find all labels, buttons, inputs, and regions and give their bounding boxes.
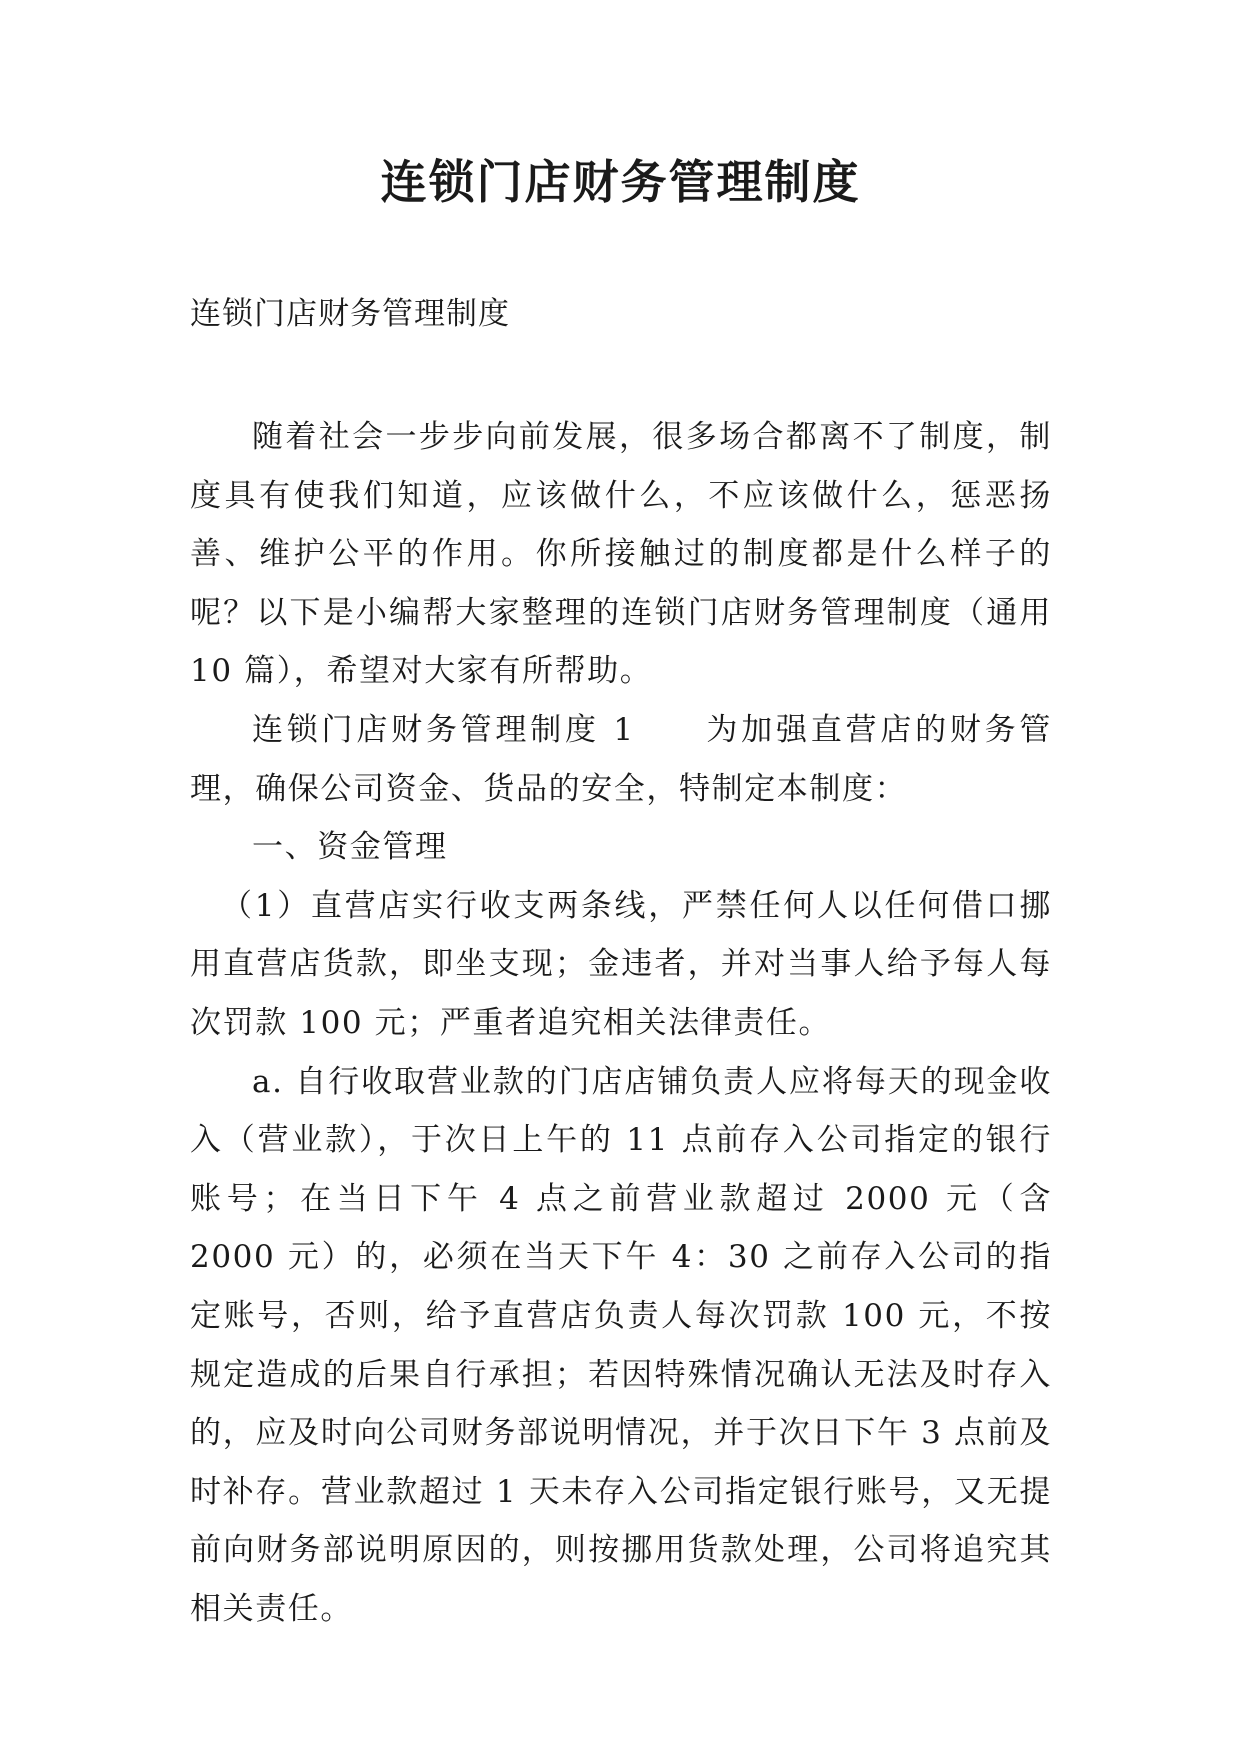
fund-management-heading: 一、资金管理 [252, 829, 448, 866]
section-1-heading-paragraph: 连锁门店财务管理制度 1 为加强直营店的财务管理，确保公司资金、货品的安全，特制定本制度： [190, 711, 1052, 807]
clause-a-paragraph: a. 自行收取营业款的门店店铺负责人应将每天的现金收入（营业款），于次日上午的 11 点前存入公司指定的银行账号；在当日下午 4 点之前营业款超过 2000 元（含 2000 元）的，必须在当天下午 4：30 之前存入公司的指定账号，否则，给予直营店负责人每次罚款 100 元，不按规定造成的后果自行承担；若因特殊情况确认无法及时存入的，应及时向公司财务部说明情况，并于次日下午 3 点前及时补存。营业款超过 1 天未存入公司指定银行账号，又无提前向财务部说明原因的，则按挪用货款处理，公司将追究其相关责任。 [190, 1063, 1052, 1627]
document-title: 连锁门店财务管理制度 [380, 155, 861, 209]
intro-paragraph: 随着社会一步步向前发展，很多场合都离不了制度，制度具有使我们知道，应该做什么，不应该做什么，惩恶扬善、维护公平的作用。你所接触过的制度都是什么样子的呢？以下是小编帮大家整理的连锁门店财务管理制度（通用 10 篇），希望对大家有所帮助。 [190, 419, 1052, 690]
document-body [190, 408, 1052, 1638]
document-subtitle: 连锁门店财务管理制度 [190, 296, 510, 332]
clause-1-paragraph: （1）直营店实行收支两条线，严禁任何人以任何借口挪用直营店货款，即坐支现；金违者，并对当事人给予每人每次罚款 100 元；严重者追究相关法律责任。 [190, 887, 1052, 1041]
